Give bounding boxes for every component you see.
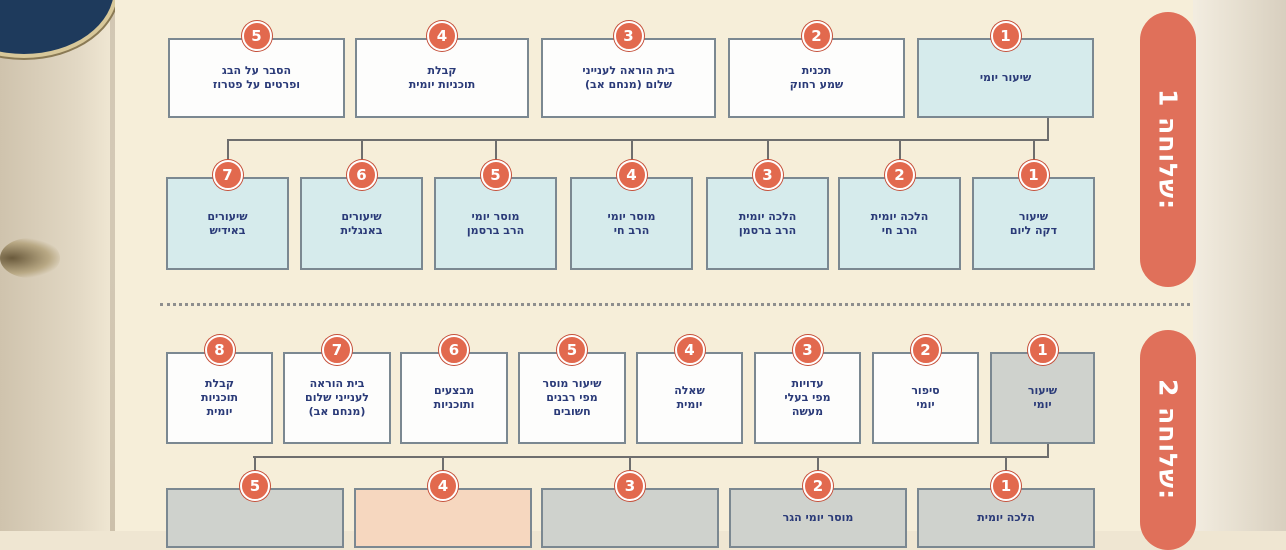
row2-option-box [838, 177, 961, 270]
option-number-badge: 8 [205, 335, 235, 365]
option-label: מוסר יומי הגר [782, 511, 854, 525]
option-number-badge: 7 [213, 160, 243, 190]
connector-line [817, 456, 819, 471]
option-label: שיעור יומי [979, 71, 1032, 85]
option-label: בית הוראה לענייני שלום (מנחם אב) [305, 377, 369, 418]
row3-option-box [400, 352, 508, 444]
option-label: קבלת תוכניות יומית [408, 64, 476, 91]
option-number-badge: 5 [557, 335, 587, 365]
row2-option-box [434, 177, 557, 270]
option-number-badge: 3 [614, 21, 644, 51]
row3-option-box [636, 352, 743, 444]
option-number-badge: 5 [481, 160, 511, 190]
option-number-badge: 1 [991, 21, 1021, 51]
option-label: שיעורים באנגלית [340, 209, 383, 237]
option-number-badge: 5 [242, 21, 272, 51]
option-label: שיעור יומי [1027, 384, 1058, 411]
branch-2-tab [1140, 330, 1196, 550]
branch-1-label: שלוחה 1: [1153, 88, 1183, 211]
connector-line [1033, 139, 1035, 160]
option-label: מוסר יומי הרב חי [607, 209, 656, 237]
option-number-badge: 6 [439, 335, 469, 365]
decorative-shadow [0, 238, 60, 278]
option-label: קבלת תוכניות יומית [200, 377, 239, 418]
connector-line [495, 139, 497, 160]
option-number-badge: 3 [615, 471, 645, 501]
option-number-badge: 1 [991, 471, 1021, 501]
connector-line [227, 139, 229, 160]
left-margin [0, 0, 110, 531]
option-label: שיעור דקה ליום [1009, 209, 1058, 237]
row3-option-box [990, 352, 1095, 444]
right-margin [1191, 0, 1286, 531]
connector-line [1005, 456, 1007, 471]
option-number-badge: 4 [617, 160, 647, 190]
row2-option-box [972, 177, 1095, 270]
connector-line [767, 139, 769, 160]
option-number-badge: 3 [793, 335, 823, 365]
row3-option-box [283, 352, 391, 444]
row2-option-box [300, 177, 423, 270]
connector-line [442, 456, 444, 471]
option-label: עדויות מפי בעלי מעשה [784, 377, 831, 418]
option-number-badge: 4 [675, 335, 705, 365]
option-number-badge: 7 [322, 335, 352, 365]
option-label: שאלה יומית [674, 384, 705, 411]
connector-line [253, 456, 1049, 458]
connector-line [629, 456, 631, 471]
branch-2-label: שלוחה 2: [1153, 379, 1183, 501]
row3-option-box [754, 352, 861, 444]
connector-line [254, 456, 256, 471]
option-label: מוסר יומי הרב ברסמן [466, 209, 525, 237]
connector-line [1047, 118, 1049, 140]
option-label: שיעורים באידיש [207, 209, 248, 237]
option-number-badge: 2 [885, 160, 915, 190]
section-divider [160, 303, 1190, 306]
option-number-badge: 4 [427, 21, 457, 51]
option-label: תכנית שמע רחוק [789, 64, 844, 91]
option-number-badge: 6 [347, 160, 377, 190]
row3-option-box [518, 352, 626, 444]
connector-line [361, 139, 363, 160]
option-label: הלכה יומית הרב ברסמן [738, 209, 797, 237]
option-label: הסבר על הבג ופרטים על פטרוז [212, 64, 301, 91]
branch-1-tab [1140, 12, 1196, 287]
row2-option-box [166, 177, 289, 270]
option-number-badge: 4 [428, 471, 458, 501]
option-number-badge: 2 [802, 21, 832, 51]
option-number-badge: 2 [803, 471, 833, 501]
option-number-badge: 2 [911, 335, 941, 365]
option-label: שיעור מוסר מפי רבנים חשובים [542, 377, 602, 418]
row3-option-box [166, 352, 273, 444]
connector-line [228, 139, 1049, 141]
connector-line [631, 139, 633, 160]
option-number-badge: 1 [1028, 335, 1058, 365]
connector-line [1047, 443, 1049, 457]
option-label: הלכה יומית הרב חי [870, 209, 929, 237]
option-label: מבצעים ותוכניות [433, 384, 475, 411]
connector-line [899, 139, 901, 160]
option-label: הלכה יומית [977, 511, 1035, 525]
row2-option-box [570, 177, 693, 270]
row3-option-box [872, 352, 979, 444]
option-number-badge: 1 [1019, 160, 1049, 190]
row2-option-box [706, 177, 829, 270]
option-number-badge: 5 [240, 471, 270, 501]
option-label: סיפור יומי [911, 384, 940, 411]
option-label: בית הוראה לענייני שלום (מנחם אב) [582, 64, 675, 91]
option-number-badge: 3 [753, 160, 783, 190]
